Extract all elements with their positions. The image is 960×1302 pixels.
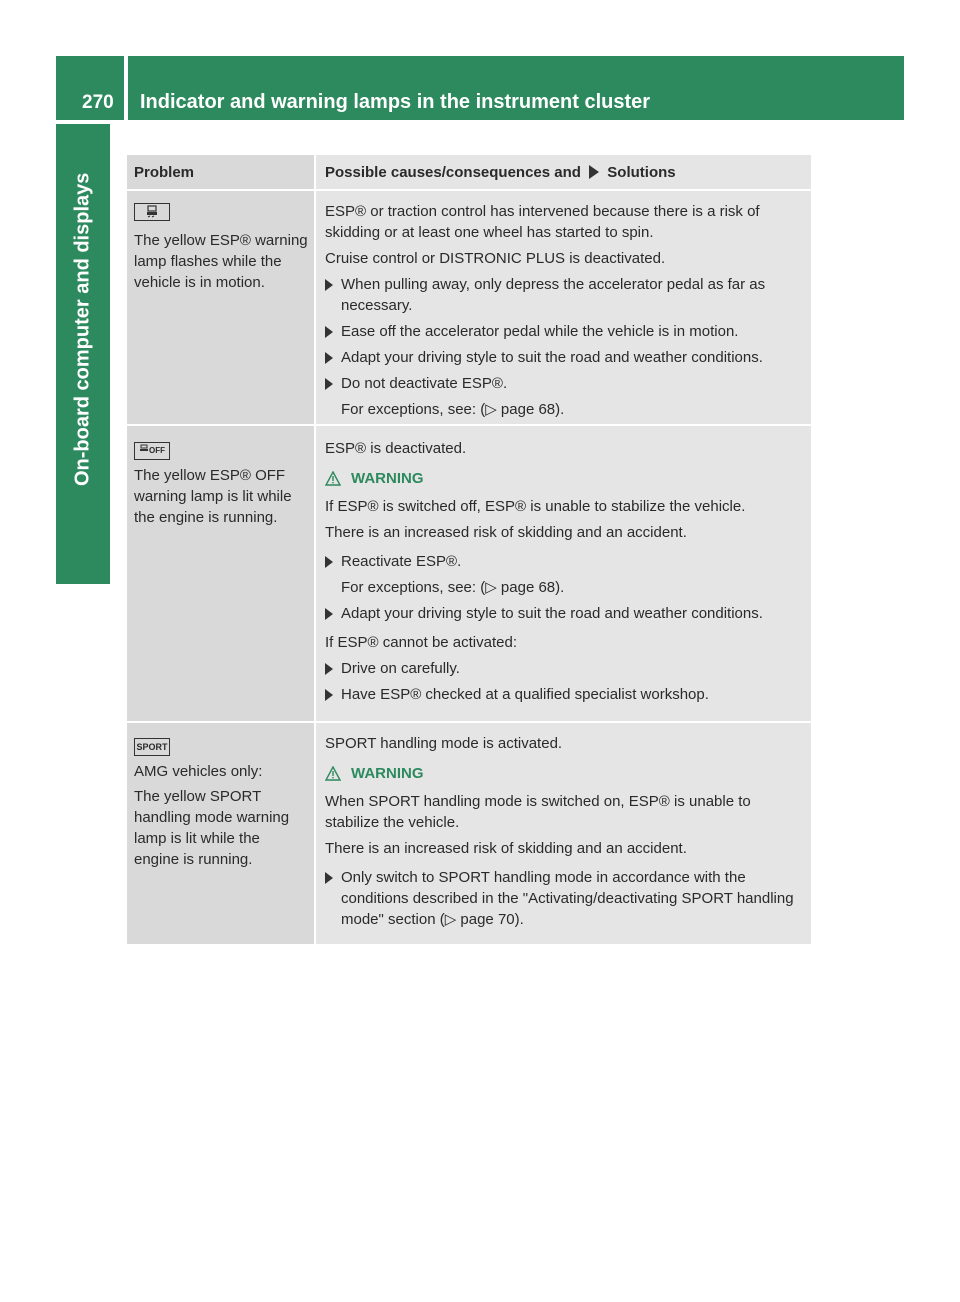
solution-step-text: Have ESP® checked at a qualified specialist workshop. <box>341 686 709 703</box>
page-title: Indicator and warning lamps in the instrument cluster <box>128 56 904 120</box>
esp-warning-lamp-icon <box>134 203 170 221</box>
problem-cell <box>127 191 314 424</box>
solution-step-text: Drive on carefully. <box>341 660 460 677</box>
cause-text: Cruise control or DISTRONIC PLUS is deactivated. <box>325 250 666 267</box>
cause-text: SPORT handling mode is activated. <box>325 735 563 752</box>
lamp-table <box>127 155 811 944</box>
lamp-label: OFF <box>149 446 165 455</box>
arrow-icon <box>325 352 333 364</box>
arrow-icon <box>325 279 333 291</box>
warning-label: WARNING <box>351 469 424 487</box>
problem-cell <box>127 723 314 944</box>
arrow-icon <box>325 378 333 390</box>
arrow-icon <box>325 608 333 620</box>
side-tab-label: On-board computer and displays <box>71 172 94 486</box>
solution-step <box>325 274 805 316</box>
page-number: 270 <box>56 56 124 120</box>
warning-text: If ESP® is switched off, ESP® is unable to stabilize the vehicle. <box>325 498 746 515</box>
solution-cell <box>316 426 811 721</box>
problem-text: AMG vehicles only: <box>134 763 263 780</box>
solution-step-text: Ease off the accelerator pedal while the vehicle is in motion. <box>341 323 739 340</box>
page-reference: For exceptions, see: (▷ page 68). <box>341 401 565 418</box>
cause-text: ESP® or traction control has intervened because there is a risk of skidding or at least one wheel has started to spin. <box>325 203 760 241</box>
problem-text: The yellow ESP® warning lamp flashes while the vehicle is in motion. <box>134 232 308 291</box>
warning-text: There is an increased risk of skidding and an accident. <box>325 524 687 541</box>
arrow-icon <box>589 165 599 179</box>
arrow-icon <box>325 556 333 568</box>
solution-step <box>325 658 805 679</box>
solution-step-text: When pulling away, only depress the accelerator pedal as far as necessary. <box>341 276 766 314</box>
solution-step <box>325 321 805 342</box>
problem-text: The yellow ESP® OFF warning lamp is lit while the engine is running. <box>134 467 292 526</box>
warning-text: When SPORT handling mode is switched on, ESP® is unable to stabilize the vehicle. <box>325 793 751 831</box>
solution-step-text: Adapt your driving style to suit the road and weather conditions. <box>341 605 763 622</box>
solution-step <box>325 347 805 368</box>
solution-step-text: Do not deactivate ESP®. <box>341 375 508 392</box>
table-row <box>127 191 811 424</box>
warning-triangle-icon <box>325 471 341 486</box>
header-problem: Problem <box>127 155 314 189</box>
solution-step-text: Only switch to SPORT handling mode in accordance with the conditions described in the "Activating/deactivating SPORT handling mode" section (▷ page 70). <box>341 869 794 928</box>
problem-cell <box>127 426 314 721</box>
sport-lamp-icon: SPORT <box>134 738 170 756</box>
solution-step <box>325 373 805 394</box>
arrow-icon <box>325 326 333 338</box>
warning-label: WARNING <box>351 764 424 782</box>
solution-step <box>325 603 805 624</box>
warning-heading <box>325 762 805 784</box>
page-reference: For exceptions, see: (▷ page 68). <box>341 579 565 596</box>
header-solutions-a: Possible causes/consequences and <box>325 164 581 181</box>
header-solutions-b: Solutions <box>607 164 676 181</box>
solution-step <box>325 551 805 572</box>
solution-step <box>325 867 805 930</box>
cause-text: If ESP® cannot be activated: <box>325 634 517 651</box>
warning-heading <box>325 467 805 489</box>
arrow-icon <box>325 872 333 884</box>
solution-cell <box>316 191 811 424</box>
solution-step-text: Adapt your driving style to suit the road and weather conditions. <box>341 349 763 366</box>
esp-off-lamp-icon <box>134 442 170 460</box>
warning-triangle-icon <box>325 766 341 781</box>
cause-text: ESP® is deactivated. <box>325 440 467 457</box>
table-row <box>127 723 811 944</box>
solution-step <box>325 684 805 705</box>
table-header-row <box>127 155 811 189</box>
table-row <box>127 426 811 721</box>
arrow-icon <box>325 663 333 675</box>
solution-step-text: Reactivate ESP®. <box>341 553 462 570</box>
warning-text: There is an increased risk of skidding and an accident. <box>325 840 687 857</box>
arrow-icon <box>325 689 333 701</box>
problem-text: The yellow SPORT handling mode warning lamp is lit while the engine is running. <box>134 788 290 868</box>
header-solutions <box>316 155 811 189</box>
solution-cell <box>316 723 811 944</box>
